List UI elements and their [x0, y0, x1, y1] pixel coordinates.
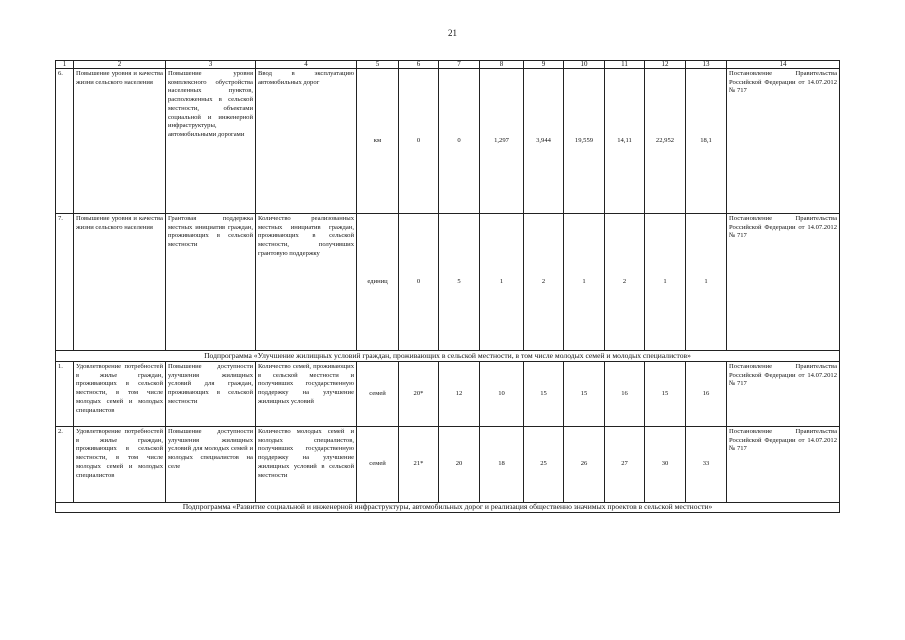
page-number: 21	[448, 28, 457, 38]
col-header: 10	[564, 61, 605, 69]
value-cell: 15	[564, 362, 605, 427]
col-header: 9	[524, 61, 564, 69]
value-cell: 30	[645, 427, 686, 503]
value-cell: 10	[480, 362, 524, 427]
indicator-cell: Ввод в эксплуатацию автомобильных дорог	[256, 69, 357, 214]
value-cell: 20*	[399, 362, 439, 427]
task-cell: Повышение доступности улучшения жилищных условий для молодых семей и молодых специалистов на селе	[166, 427, 256, 503]
unit-cell: семей	[357, 427, 399, 503]
goal-cell: Повышение уровня и качества жизни сельского населения	[74, 214, 166, 351]
task-cell: Грантовая поддержка местных инициатив граждан, проживающих в сельской местности	[166, 214, 256, 351]
indicator-cell: Количество реализованных местных инициатив граждан, проживающих в сельской местности, получивших грантовую поддержку	[256, 214, 357, 351]
unit-cell: семей	[357, 362, 399, 427]
unit-cell: единиц	[357, 214, 399, 351]
col-header: 5	[357, 61, 399, 69]
indicator-cell: Количество семей, проживающих в сельской местности и получивших государственную поддержку на улучшение жилищных условий	[256, 362, 357, 427]
row-number: 1.	[56, 362, 74, 427]
goal-cell: Повышение уровня и качества жизни сельского населения	[74, 69, 166, 214]
column-number-row	[56, 61, 840, 69]
basis-cell: Постановление Правительства Российской Федерации от 14.07.2012 № 717	[727, 427, 840, 503]
subprogram-title: Подпрограмма «Развитие социальной и инженерной инфраструктуры, автомобильных дорог и реализация общественно значимых проектов в сельской местности»	[56, 503, 840, 513]
value-cell: 0	[439, 69, 480, 214]
subprogram-heading-row	[56, 351, 840, 362]
value-cell: 15	[645, 362, 686, 427]
value-cell: 0	[399, 69, 439, 214]
task-cell: Повышение доступности улучшения жилищных условий для граждан, проживающих в сельской местности	[166, 362, 256, 427]
value-cell: 20	[439, 427, 480, 503]
value-cell: 14,11	[605, 69, 645, 214]
basis-cell: Постановление Правительства Российской Федерации от 14.07.2012 № 717	[727, 362, 840, 427]
col-header: 8	[480, 61, 524, 69]
row-number: 6.	[56, 69, 74, 214]
table-row	[56, 427, 840, 503]
value-cell: 1	[686, 214, 727, 351]
table-row	[56, 214, 840, 351]
row-number: 7.	[56, 214, 74, 351]
basis-cell: Постановление Правительства Российской Федерации от 14.07.2012 № 717	[727, 214, 840, 351]
col-header: 7	[439, 61, 480, 69]
basis-cell: Постановление Правительства Российской Федерации от 14.07.2012 № 717	[727, 69, 840, 214]
value-cell: 0	[399, 214, 439, 351]
col-header: 12	[645, 61, 686, 69]
value-cell: 12	[439, 362, 480, 427]
value-cell: 5	[439, 214, 480, 351]
indicators-table	[55, 60, 840, 513]
value-cell: 21*	[399, 427, 439, 503]
task-cell: Повышение уровня комплексного обустройства населенных пунктов, расположенных в сельской местности, объектами социальной и инженерной инфраструктуры, автомобильными дорогами	[166, 69, 256, 214]
col-header: 11	[605, 61, 645, 69]
subprogram-heading-row	[56, 503, 840, 513]
col-header: 2	[74, 61, 166, 69]
value-cell: 2	[605, 214, 645, 351]
unit-cell: км	[357, 69, 399, 214]
value-cell: 2	[524, 214, 564, 351]
col-header: 4	[256, 61, 357, 69]
value-cell: 26	[564, 427, 605, 503]
row-number: 2.	[56, 427, 74, 503]
goal-cell: Удовлетворение потребностей в жилье граждан, проживающих в сельской местности, в том числе молодых семей и молодых специалистов	[74, 362, 166, 427]
value-cell: 25	[524, 427, 564, 503]
value-cell: 16	[605, 362, 645, 427]
col-header: 6	[399, 61, 439, 69]
col-header: 3	[166, 61, 256, 69]
value-cell: 16	[686, 362, 727, 427]
value-cell: 22,952	[645, 69, 686, 214]
value-cell: 19,559	[564, 69, 605, 214]
col-header: 13	[686, 61, 727, 69]
goal-cell: Удовлетворение потребностей в жилье граждан, проживающих в сельской местности, в том числе молодых семей и молодых специалистов	[74, 427, 166, 503]
value-cell: 1	[645, 214, 686, 351]
col-header: 1	[56, 61, 74, 69]
value-cell: 27	[605, 427, 645, 503]
subprogram-title: Подпрограмма «Улучшение жилищных условий граждан, проживающих в сельской местности, в том числе молодых семей и молодых специалистов»	[56, 351, 840, 362]
table-row	[56, 69, 840, 214]
value-cell: 1,297	[480, 69, 524, 214]
value-cell: 18,1	[686, 69, 727, 214]
value-cell: 33	[686, 427, 727, 503]
table-row	[56, 362, 840, 427]
col-header: 14	[727, 61, 840, 69]
value-cell: 1	[564, 214, 605, 351]
value-cell: 15	[524, 362, 564, 427]
value-cell: 18	[480, 427, 524, 503]
indicator-cell: Количество молодых семей и молодых специалистов, получивших государственную поддержку на улучшение жилищных условий в сельской местности	[256, 427, 357, 503]
value-cell: 3,944	[524, 69, 564, 214]
value-cell: 1	[480, 214, 524, 351]
